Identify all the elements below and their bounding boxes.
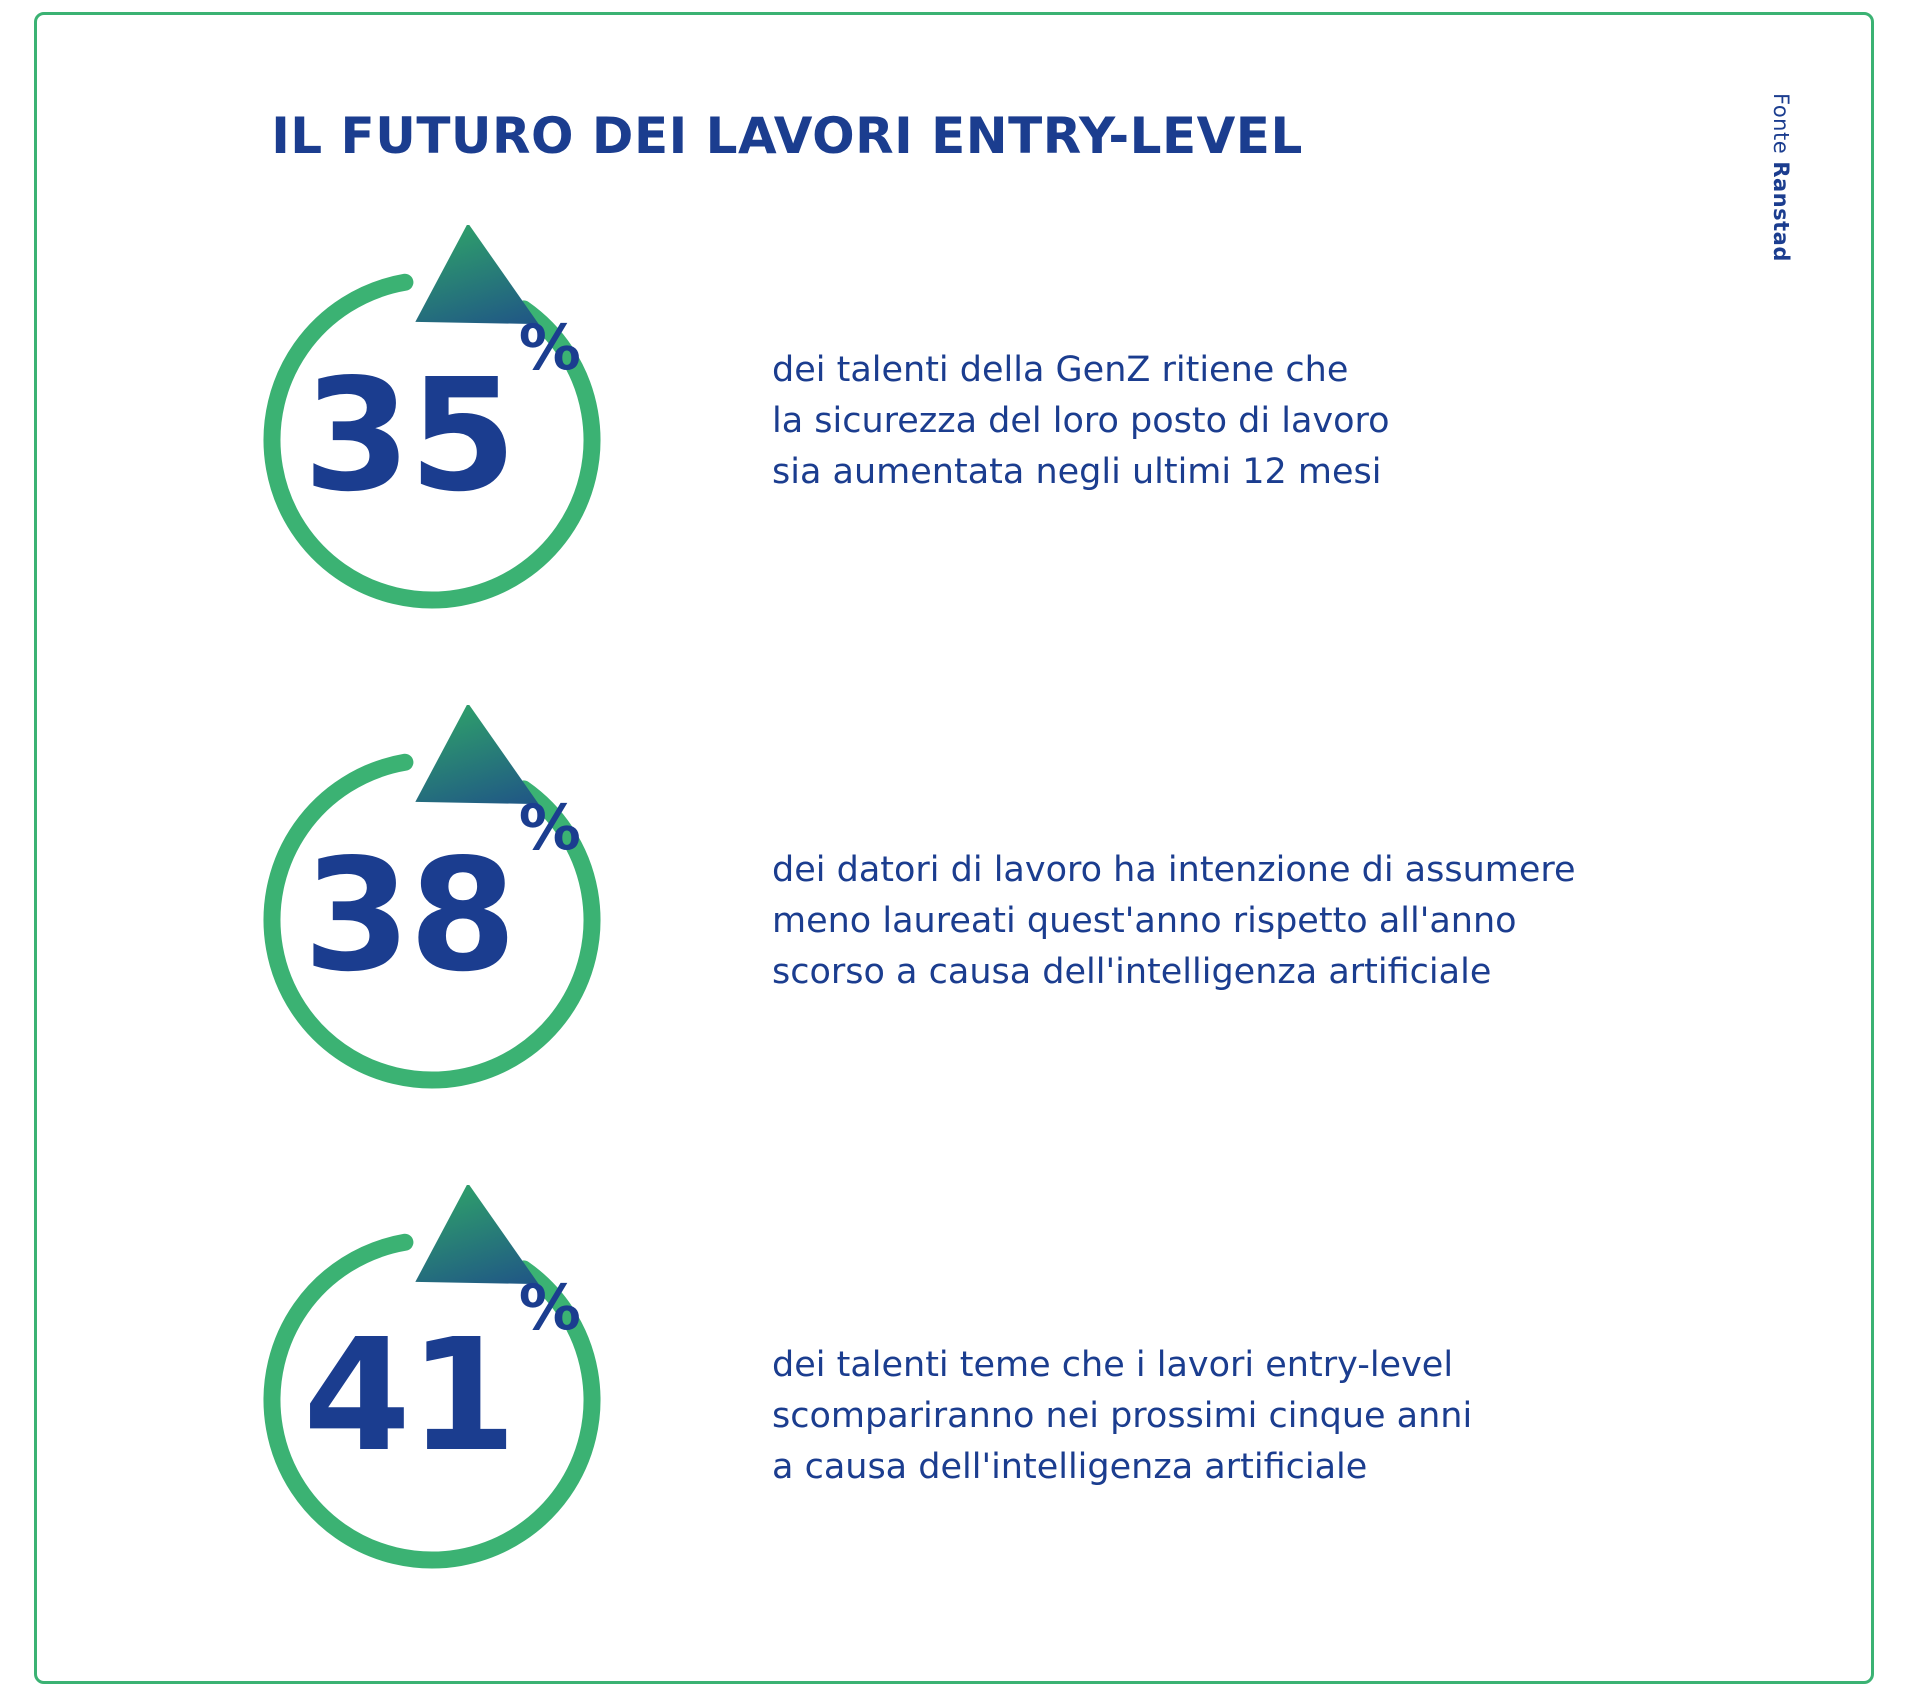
stat-description-line: a causa dell'intelligenza artificiale [772, 1446, 1368, 1487]
donut-gauge-icon [232, 1185, 652, 1605]
stat-value: 35 [303, 344, 515, 526]
donut-gauge-41 [232, 1185, 652, 1605]
stat-percent-symbol: % [518, 791, 581, 864]
stat-block [37, 1165, 1871, 1635]
stat-description-line: la sicurezza del loro posto di lavoro [772, 400, 1390, 441]
stat-description-line: dei talenti della GenZ ritiene che [772, 350, 1349, 390]
stat-percent-symbol: % [518, 1271, 581, 1344]
page-title: IL FUTURO DEI LAVORI ENTRY-LEVEL [271, 107, 1303, 165]
stat-percent-symbol: % [518, 311, 581, 384]
stat-description-line: scorso a causa dell'intelligenza artificiale [772, 951, 1492, 992]
stat-description-line: scompariranno nei prossimi cinque anni [772, 1395, 1473, 1436]
stat-value: 38 [303, 824, 515, 1006]
donut-gauge-icon [232, 225, 652, 645]
stat-block [37, 205, 1871, 675]
donut-gauge-35 [232, 225, 652, 645]
stat-description [772, 345, 1772, 497]
stat-description [772, 845, 1772, 997]
stat-description-line: meno laureati quest'anno rispetto all'anno [772, 900, 1517, 941]
stat-description-line: dei datori di lavoro ha intenzione di assumere [772, 850, 1576, 890]
stat-block [37, 685, 1871, 1155]
stat-description [772, 1340, 1772, 1492]
stat-description-line: sia aumentata negli ultimi 12 mesi [772, 451, 1382, 492]
infographic-card [34, 12, 1874, 1684]
source-prefix: Fonte [1769, 93, 1793, 162]
donut-gauge-38 [232, 705, 652, 1125]
donut-gauge-icon [232, 705, 652, 1125]
stat-description-line: dei talenti teme che i lavori entry-level [772, 1345, 1454, 1385]
stat-value: 41 [303, 1304, 515, 1486]
source-name: Ranstad [1769, 161, 1793, 262]
